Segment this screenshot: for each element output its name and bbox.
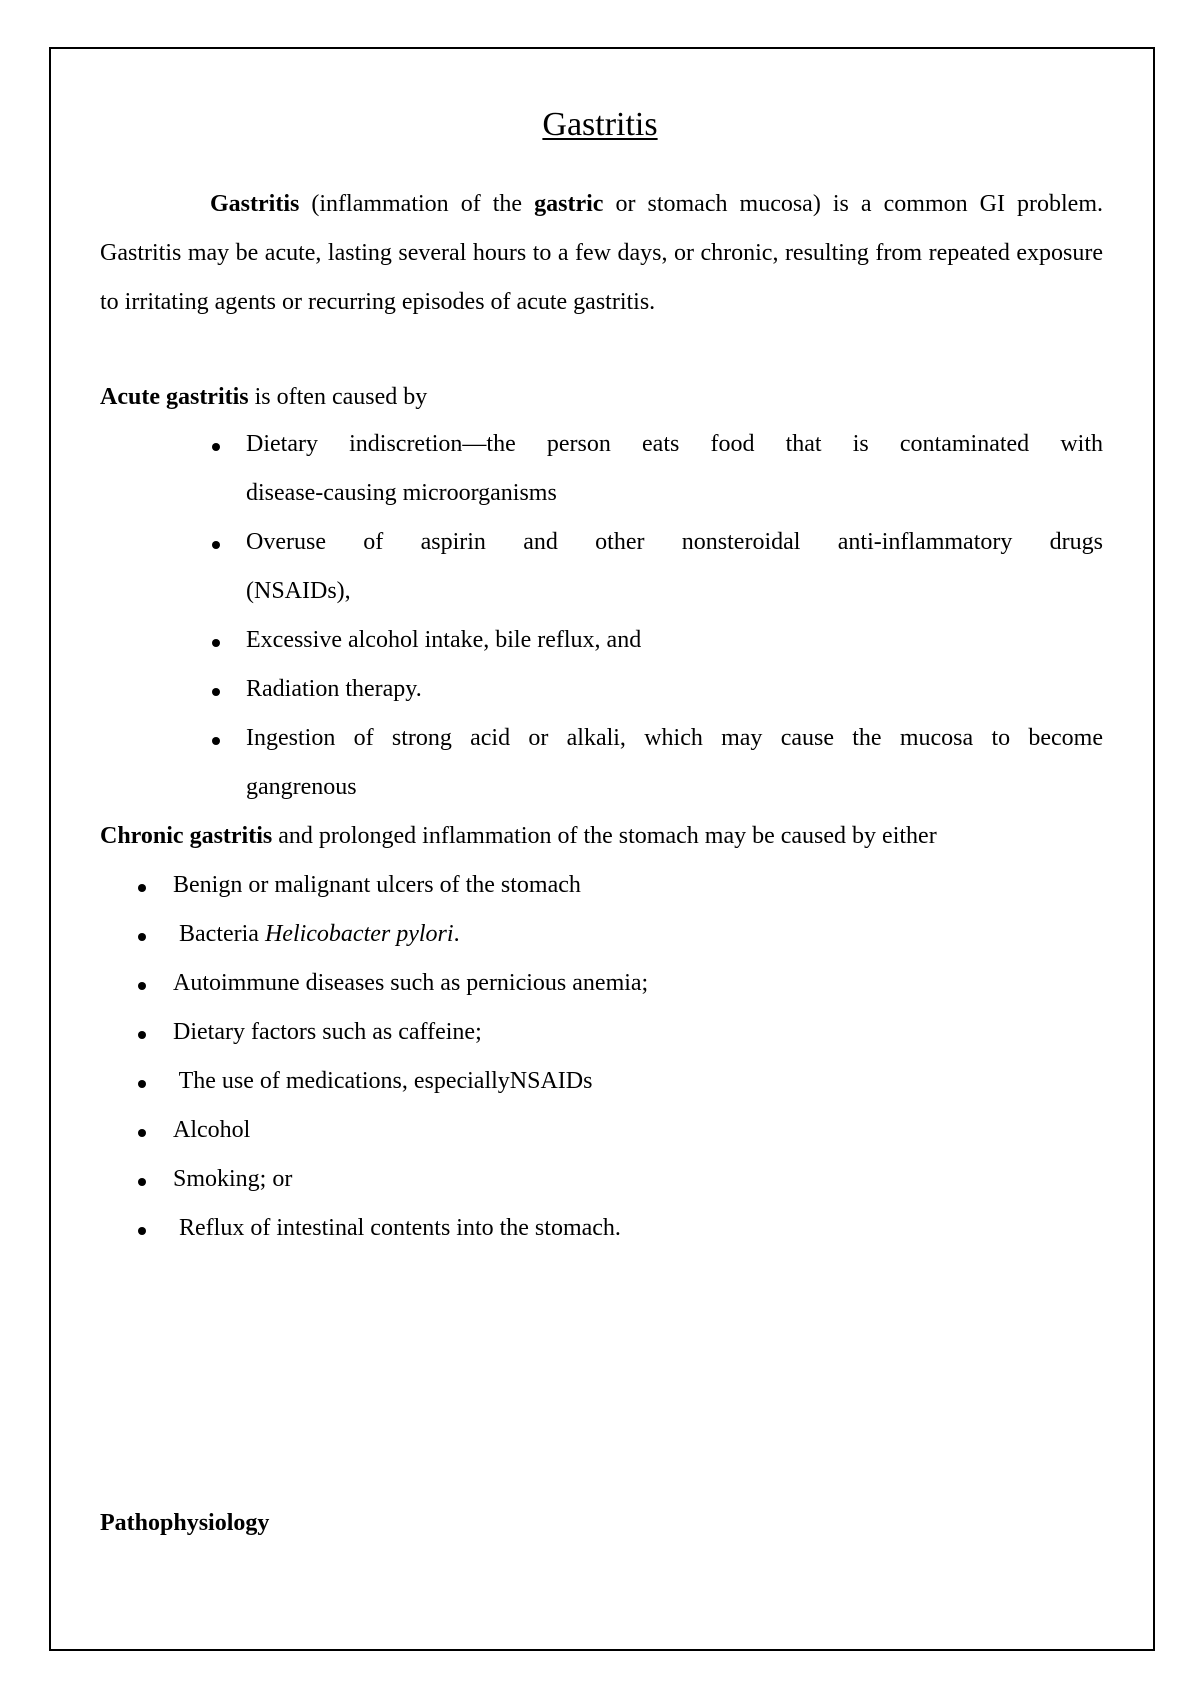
bullet-icon (212, 639, 220, 647)
bullet-icon (212, 541, 220, 549)
list-item-text: Alcohol (173, 1117, 251, 1143)
bullet-icon (138, 884, 146, 892)
list-item-text: Autoimmune diseases such as pernicious anemia; (173, 970, 649, 996)
intro-term: Gastritis (210, 191, 300, 217)
list-item-after: . (453, 921, 460, 947)
list-item-text: Dietary factors such as caffeine; (173, 1019, 482, 1045)
list-item-line1: Overuse of aspirin and other nonsteroidal anti-inflammatory drugs (246, 529, 1103, 555)
bullet-icon (138, 982, 146, 990)
bullet-icon (138, 1227, 146, 1235)
intro-part2: or stomach mucosa) is a common GI problem. Gastritis may be acute, lasting several hours to a few days, or chronic, resulting from repeated exposure to irritating agents or recurring episodes of acute gastritis. (100, 191, 1103, 315)
intro-part1: (inflammation of the (299, 191, 535, 217)
chronic-heading (100, 823, 937, 850)
bullet-icon (212, 443, 220, 451)
list-item-line1: Dietary indiscretion—the person eats food that is contaminated with (246, 431, 1103, 457)
bullet-icon (212, 737, 220, 745)
bullet-icon (138, 1129, 146, 1137)
list-item-line2: (NSAIDs), (246, 578, 351, 604)
list-item-line2: gangrenous (246, 774, 357, 800)
bullet-icon (138, 1080, 146, 1088)
list-item-line1: Ingestion of strong acid or alkali, which may cause the mucosa to become (246, 725, 1103, 751)
list-item-line2: disease-causing microorganisms (246, 480, 557, 506)
acute-heading-rest: is often caused by (248, 384, 428, 410)
pathophysiology-heading: Pathophysiology (100, 1510, 270, 1536)
list-item-text-part: Bacteria (173, 921, 265, 947)
page-title: Gastritis (542, 106, 658, 143)
list-item-text: Reflux of intestinal contents into the stomach. (173, 1215, 621, 1241)
acute-heading-bold: Acute gastritis (100, 384, 249, 410)
intro-paragraph (100, 180, 1103, 327)
bullet-icon (138, 1178, 146, 1186)
list-item-line1: Radiation therapy. (246, 676, 422, 702)
bullet-icon (138, 1031, 146, 1039)
list-item-italic: Helicobacter pylori (264, 921, 454, 947)
bullet-icon (212, 688, 220, 696)
chronic-heading-rest: and prolonged inflammation of the stomach may be caused by either (272, 823, 937, 849)
list-item-text: Smoking; or (173, 1166, 293, 1192)
acute-heading (100, 384, 427, 411)
list-item-text (173, 921, 460, 948)
chronic-heading-bold: Chronic gastritis (100, 823, 273, 849)
list-item-text: Benign or malignant ulcers of the stomach (173, 872, 581, 898)
list-item-text: The use of medications, especiallyNSAIDs (173, 1068, 593, 1094)
bullet-icon (138, 933, 146, 941)
intro-gastric: gastric (534, 191, 604, 217)
list-item-line1: Excessive alcohol intake, bile reflux, and (246, 627, 642, 653)
